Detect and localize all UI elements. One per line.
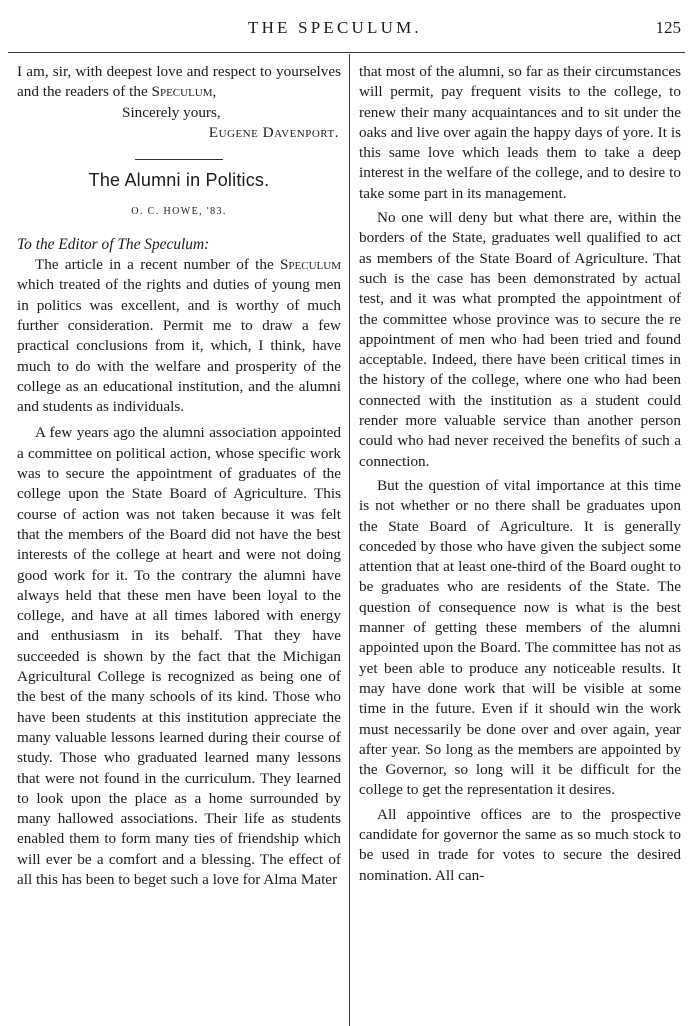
page-header <box>0 18 693 44</box>
paragraph: But the question of vital importance at this time is not whether or no there shall be graduates upon the State Board of Agriculture. It is generally conceded by those who have given the subject some attention that at least one-third of the Board ought to be graduates who are residents of the State. The question of consequence now is what is the best manner of getting these members of the alumni appointed upon the Board. The committee has not as yet been able to produce any noticeable results. It may have done work that will be visible at some time in the future. Even if it should win the work must necessarily be done over and over again, year after year. So long as the members are appointed by the Governor, so long will it be difficult for the college to get the representation it desires. <box>359 476 681 799</box>
header-rule <box>8 52 685 53</box>
signature: Eugene Davenport. <box>208 123 339 141</box>
paragraph: A few years ago the alumni association appointed a committee on political action, whose specific work was to secure the appointment of graduates of the college upon the State Board of Agriculture. This course of action was not taken because it was felt that the members of the Board did not have the best interests of the college at heart and were not doing good work for it. To the contrary the alumni have always held that these men have been loyal to the college, and have at all times labored with energy and enthusiasm in its behalf. That they have succeeded is shown by the fact that the Michigan Agricultural College is recognized as being one of the best of the many schools of its kind. Those who have been students at this institution appreciate the many valuable lessons learned during their course of study. Those who graduated learned many lessons that were not found in the curriculum. They learned to look upon the place as a home surrounded by many hallowed associations. Their life as students enabled them to form many ties of friendship which will ever be a comfort and a blessing. The effect of all this has been to beget such a love for Alma Mater <box>17 424 341 888</box>
article-title: The Alumni in Politics. <box>88 170 270 191</box>
right-column <box>359 62 681 886</box>
page-number: 125 <box>655 18 681 37</box>
column-divider <box>349 54 350 1026</box>
byline: O. C. HOWE, '83. <box>131 206 227 218</box>
paragraph: All appointive offices are to the prospective candidate for governor the same as so much stock to be used in trade for votes to secure the desired nomination. All can- <box>359 805 681 884</box>
title-rule <box>135 159 223 160</box>
running-head: THE SPECULUM. <box>248 18 422 37</box>
paragraph: No one will deny but what there are, within the borders of the State, graduates well qualified to act as members of the State Board of Agriculture. That such is the case has been demonstrated by actual test, and it was what prompted the appointment of the committee whose province was to secure the re appointment of men who had been tried and found acceptable. Indeed, there have been critical times in the history of the college, where one who had been connected with the institution as a student could render more valuable service than another person could who had never received the benefits of such a connection. <box>359 209 681 470</box>
left-column <box>17 62 341 890</box>
paragraph: that most of the alumni, so far as their circumstances will permit, pay frequent visits to the college, to renew their many acquaintances and to sit under the oaks and live over again the happy days of yore. It is this same love which leads them to take a deep interest in the welfare of the college, and to desire to take some part in its management. <box>359 63 681 202</box>
sincerely-line: Sincerely yours, <box>122 103 221 121</box>
paragraph: The article in a recent number of the Speculum which treated of the rights and duties of young men in politics was excellent, and is worthy of much further consideration. Permit me to draw a few practical conclusions from it, which, I think, have much to do with the welfare and prosperity of the college as an educational institution, and the alumni and students as individuals. <box>17 256 341 416</box>
closing-text: I am, sir, with deepest love and respect to yourselves and the readers of the Speculum, <box>17 63 341 101</box>
salutation: To the Editor of The Speculum: <box>17 235 210 253</box>
